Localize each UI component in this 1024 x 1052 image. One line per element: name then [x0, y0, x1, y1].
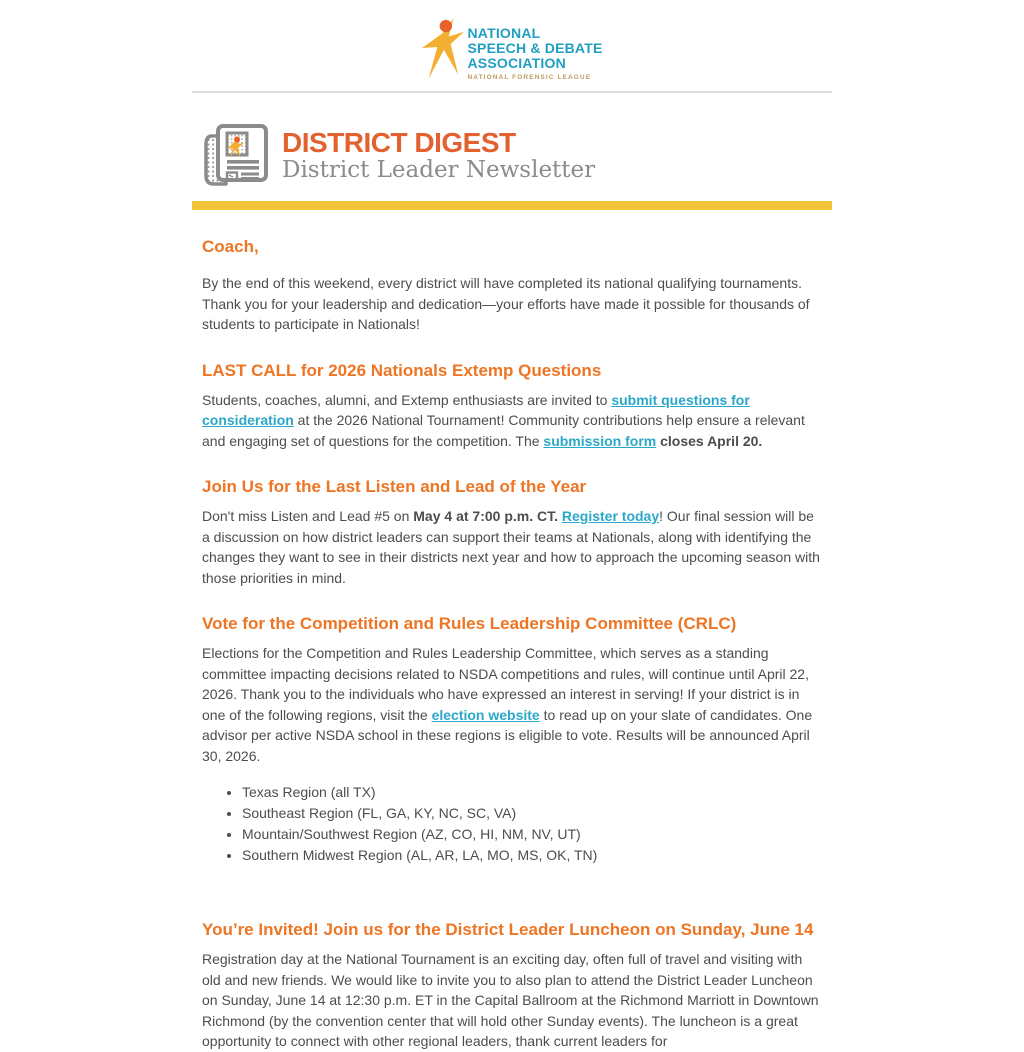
nsda-logo[interactable]: [422, 17, 603, 81]
email-body: [192, 0, 832, 1052]
section-crlc-vote: [202, 610, 822, 866]
greeting: Coach,: [202, 237, 259, 256]
text-run: Don't miss Listen and Lead #5 on: [202, 508, 414, 524]
text-run: Students, coaches, alumni, and Extemp enthusiasts are invited to: [202, 391, 612, 408]
nsda-logo-text: [468, 17, 603, 81]
text-run: Elections for the Competition and Rules Leadership Committee, which serves as a standing committee impacting decisions related to NSDA competitions and rules, will continue until April 22, 2026. Thank you to the individuals who have expressed an interest in serving! If your district is in one of the following regions, visit the: [202, 645, 809, 723]
inline-link[interactable]: Register today: [561, 508, 660, 524]
nsda-figure-icon: [422, 17, 464, 79]
section-title: LAST CALL for 2026 Nationals Extemp Questions: [202, 360, 602, 380]
section-title: You’re Invited! Join us for the District Leader Luncheon on Sunday, June 14: [202, 920, 814, 939]
masthead: [192, 93, 832, 192]
section-leader-luncheon: [202, 916, 822, 1052]
inline-link[interactable]: submission form: [543, 432, 657, 449]
bold-text: closes April 20.: [660, 432, 763, 449]
newspaper-icon: [202, 120, 272, 192]
section-title: Vote for the Competition and Rules Leadership Committee (CRLC): [202, 614, 737, 633]
masthead-text: [282, 126, 596, 184]
section-paragraph: [202, 390, 822, 452]
nsda-name-line1: NATIONAL: [467, 25, 541, 41]
list-item: • Southeast Region (FL, GA, KY, NC, SC, VA): [242, 803, 822, 824]
intro-paragraph: [202, 273, 822, 335]
text-run: at the 2026 National Tournament! Community contributions help ensure a relevant and engaging set of questions for the competition. The: [202, 412, 805, 449]
section-paragraph: [202, 949, 822, 1052]
inline-link[interactable]: election website: [431, 706, 540, 723]
text-run: ! Our final session will be a discussion on how district leaders can support their teams at Nationals, along with identifying the changes they want to see in their districts next year and how to approach the upcoming season with those priorities in mind.: [202, 508, 820, 586]
bold-text: May 4 at 7:00 p.m. CT.: [413, 508, 562, 524]
text-run: Registration day at the National Tournament is an exciting day, often full of travel and visiting with old and new friends. We would like to invite you to also plan to attend the District Leader Luncheon on Sunday, June 14 at 12:30 p.m. ET in the Capital Ballroom at the Richmond Marriott in Downtown Richmond (by the convention center that will hold other Sunday events). The luncheon is a great opportunity to connect with other regional leaders, thank current leaders for: [202, 951, 819, 1049]
section-paragraph: [202, 506, 822, 588]
header-logo-block: [192, 0, 832, 81]
list-item: • Mountain/Southwest Region (AZ, CO, HI, NM, NV, UT): [242, 824, 822, 845]
masthead-title: DISTRICT DIGEST: [282, 126, 516, 158]
newsletter-content: [192, 210, 832, 1052]
list-item: • Texas Region (all TX): [242, 782, 822, 803]
spacer: [202, 880, 822, 894]
masthead-subtitle: District Leader Newsletter: [282, 156, 596, 183]
list-item: • Southern Midwest Region (AL, AR, LA, MO, MS, OK, TN): [242, 845, 822, 866]
section-title: Join Us for the Last Listen and Lead of the Year: [202, 477, 587, 496]
region-list: [202, 782, 822, 866]
text-run: By the end of this weekend, every district will have completed its national qualifying tournaments. Thank you for your leadership and dedication—your efforts have made it possible for thousands of students to participate in Nationals!: [202, 275, 810, 332]
gold-divider-bar: [192, 201, 832, 210]
text-run: to read up on your slate of candidates. One advisor per active NSDA school in these regions is eligible to vote. Results will be announced April 30, 2026.: [202, 706, 813, 764]
section-extemp-questions: [202, 357, 822, 452]
section-listen-and-lead: [202, 473, 822, 588]
nsda-name-line2: SPEECH & DEBATE: [467, 40, 603, 56]
inline-link[interactable]: submit questions for consideration: [202, 391, 750, 428]
section-paragraph: [202, 643, 822, 766]
nsda-name-line3: ASSOCIATION: [467, 55, 566, 71]
nsda-tagline: NATIONAL FORENSIC LEAGUE: [467, 74, 592, 81]
